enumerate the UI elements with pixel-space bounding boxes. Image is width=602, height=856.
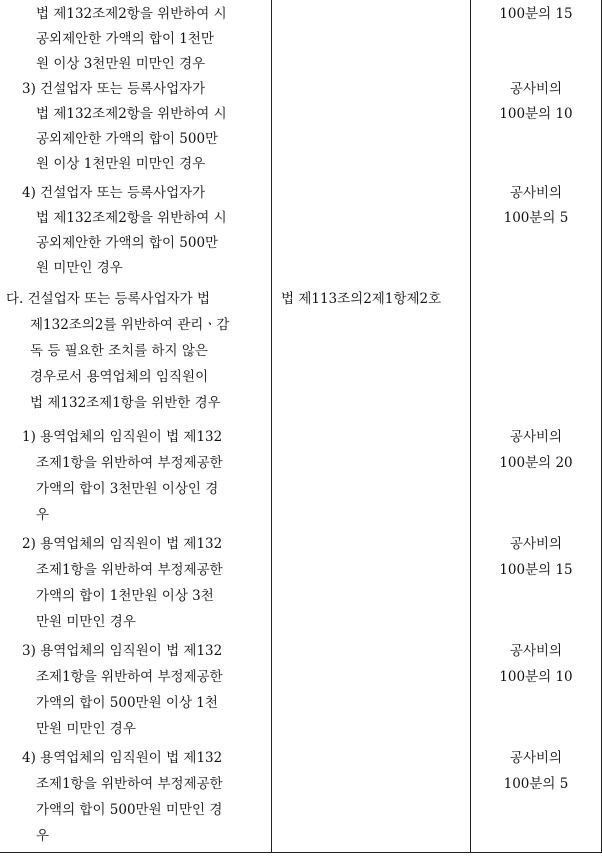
row-text-line: 원 미만인 경우 xyxy=(36,260,123,276)
penalty-rate: 100분의 20 xyxy=(499,455,573,471)
row-text-line: 조제1항을 위반하여 부정제공한 xyxy=(36,562,223,578)
row-text-line: 다. 건설업자 또는 등록사업자가 법 xyxy=(6,291,211,307)
row-text-line: 3) 용역업체의 임직원이 법 제132 xyxy=(22,643,223,659)
row-text-line: 조제1항을 위반하여 부정제공한 xyxy=(36,669,223,685)
penalty-label: 공사비의 xyxy=(509,643,563,659)
row-text-line: 공외제안한 가액의 합이 500만 xyxy=(36,131,219,147)
row-text-line: 1) 용역업체의 임직원이 법 제132 xyxy=(22,429,223,445)
penalty-rate: 100분의 10 xyxy=(499,106,573,122)
table-bottom-border xyxy=(0,852,602,853)
row-text-line: 만원 미만인 경우 xyxy=(36,614,136,630)
row-text-line: 공외제안한 가액의 합이 1천만 xyxy=(36,31,214,47)
row-text-line: 만원 미만인 경우 xyxy=(36,721,136,737)
row-text-line: 법 제132조제2항을 위반하여 시 xyxy=(36,210,227,226)
penalty-label: 공사비의 xyxy=(509,536,563,552)
penalty-label: 공사비의 xyxy=(509,750,563,766)
row-text-line: 4) 용역업체의 임직원이 법 제132 xyxy=(22,750,223,766)
row-text-line: 가액의 합이 500만원 이상 1천 xyxy=(36,695,218,711)
row-text-line: 경우로서 용역업체의 임직원이 xyxy=(30,369,209,385)
row-text-line: 법 제132조제2항을 위반하여 시 xyxy=(36,6,227,22)
row-text-line: 4) 건설업자 또는 등록사업자가 xyxy=(22,185,206,201)
row-text-line: 원 이상 1천만원 미만인 경우 xyxy=(36,156,206,172)
row-text-line: 독 등 필요한 조치를 하지 않은 xyxy=(30,343,208,359)
penalty-label: 공사비의 xyxy=(509,185,563,201)
penalty-rate: 100분의 15 xyxy=(499,6,573,22)
row-text-line: 제132조의2를 위반하여 관리ㆍ감 xyxy=(30,317,230,333)
row-text-line: 법 제132조제1항을 위반한 경우 xyxy=(30,395,221,411)
row-text-line: 조제1항을 위반하여 부정제공한 xyxy=(36,776,223,792)
penalty-rate: 100분의 5 xyxy=(503,210,569,226)
row-text-line: 우 xyxy=(36,507,50,523)
row-text-line: 가액의 합이 500만원 미만인 경 xyxy=(36,802,223,818)
row-text-line: 2) 용역업체의 임직원이 법 제132 xyxy=(22,536,223,552)
penalty-rate: 100분의 10 xyxy=(499,669,573,685)
row-text-line: 우 xyxy=(36,828,50,844)
penalty-label: 공사비의 xyxy=(509,429,563,445)
row-text-line: 3) 건설업자 또는 등록사업자가 xyxy=(22,81,206,97)
penalty-rate: 100분의 5 xyxy=(503,776,569,792)
column-divider xyxy=(271,0,272,853)
row-text-line: 법 제132조제2항을 위반하여 시 xyxy=(36,106,227,122)
penalty-rate: 100분의 15 xyxy=(499,562,573,578)
row-text-line: 공외제안한 가액의 합이 500만 xyxy=(36,235,219,251)
row-text-line: 조제1항을 위반하여 부정제공한 xyxy=(36,455,223,471)
row-text-line: 가액의 합이 3천만원 이상인 경 xyxy=(36,481,219,497)
penalty-label: 공사비의 xyxy=(509,81,563,97)
law-reference: 법 제113조의2제1항제2호 xyxy=(281,291,442,307)
row-text-line: 가액의 합이 1천만원 이상 3천 xyxy=(36,588,214,604)
row-text-line: 원 이상 3천만원 미만인 경우 xyxy=(36,56,206,72)
